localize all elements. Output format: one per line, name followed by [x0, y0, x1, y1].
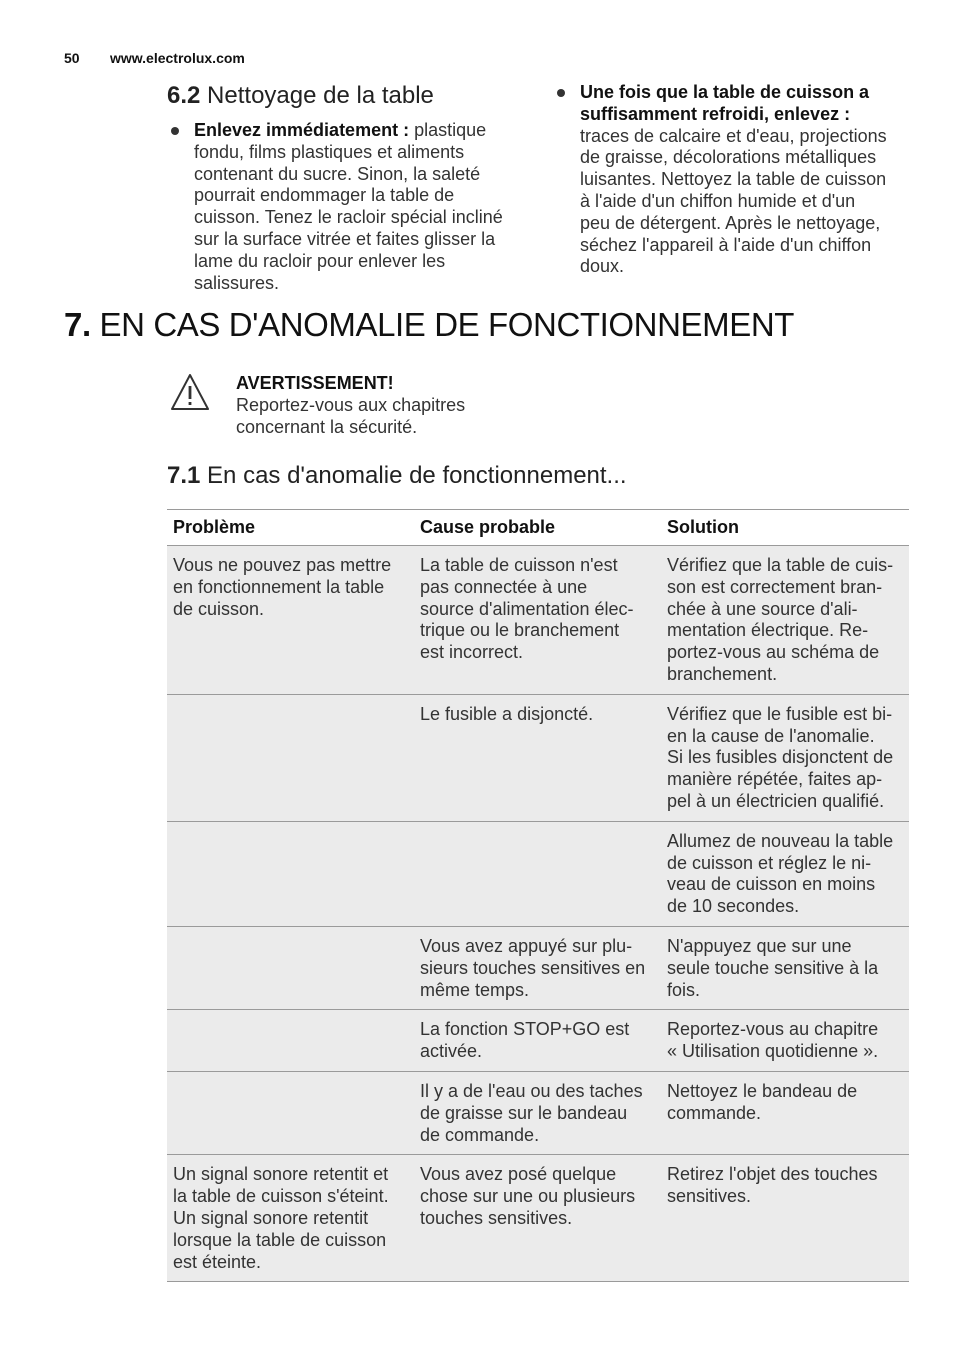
bullet-dot: [557, 89, 565, 97]
text-line: lame du racloir pour enlever les: [194, 250, 446, 271]
table-row: [167, 1010, 909, 1072]
text-line: pourrait endommager la table de: [194, 185, 455, 206]
cell-line: La table de cuisson n'est: [420, 555, 618, 575]
bullet-cleaning-cooled: [580, 82, 920, 278]
table-header-row: [167, 510, 909, 546]
warning-triangle-icon: [169, 372, 211, 412]
cause-cell: [414, 1071, 661, 1154]
cell-line: Un signal sonore retentit et: [173, 1164, 389, 1185]
warning-text-line: Reportez-vous aux chapitres: [236, 394, 466, 415]
column-header-cause: Cause probable: [414, 510, 661, 546]
text-line: cuisson. Tenez le racloir spécial incliné: [194, 207, 503, 228]
warning-block: [236, 373, 556, 438]
table-row: [167, 926, 909, 1009]
bullet-dot: [171, 127, 179, 135]
bullet-bold-text: suffisamment refroidi, enlevez :: [580, 103, 851, 124]
bullet-cleaning-immediate: [194, 120, 534, 294]
cell-line: est éteinte.: [173, 1251, 262, 1272]
cell-line: Allumez de nouveau la table: [667, 830, 894, 851]
cause-cell: [414, 694, 661, 821]
table-row: [167, 1071, 909, 1154]
solution-cell: [661, 821, 909, 926]
problem-cell: [167, 1071, 414, 1154]
text-line: peu de détergent. Après le nettoyage,: [580, 212, 881, 233]
section-6-2-heading: [167, 82, 434, 110]
bullet-bold-text: Une fois que la table de cuisson a: [580, 82, 870, 102]
bullet-bold-text: Enlevez immédiatement :: [194, 120, 410, 140]
table-row: [167, 821, 909, 926]
solution-cell: [661, 1155, 909, 1282]
cell-line: la table de cuisson s'éteint.: [173, 1186, 389, 1207]
cell-line: de cuisson.: [173, 598, 265, 619]
problem-cell: [167, 821, 414, 926]
solution-cell: [661, 546, 909, 695]
table-row: [167, 694, 909, 821]
cell-line: manière répétée, faites ap-: [667, 769, 883, 790]
section-7-1-heading: [167, 462, 627, 490]
cell-line: branchement.: [667, 663, 778, 684]
warning-text-line: concernant la sécurité.: [236, 416, 418, 437]
cell-line: Il y a de l'eau ou des taches: [420, 1080, 643, 1101]
problem-cell: [167, 1155, 414, 1282]
page-header: [64, 50, 245, 66]
problem-cell: [167, 926, 414, 1009]
cell-line: en la cause de l'anomalie.: [667, 725, 875, 746]
troubleshooting-table: [167, 509, 909, 1282]
chapter-7-heading: [64, 306, 794, 344]
problem-cell: [167, 546, 414, 695]
text-line: plastique: [414, 120, 487, 140]
cell-line: Vérifiez que la table de cuis-: [667, 555, 894, 575]
cell-line: chée à une source d'ali-: [667, 598, 858, 619]
solution-cell: [661, 926, 909, 1009]
solution-cell: [661, 694, 909, 821]
cell-line: de commande.: [420, 1124, 540, 1145]
text-line: traces de calcaire et d'eau, projections: [580, 125, 887, 146]
cell-line: de 10 secondes.: [667, 896, 800, 917]
cell-line: veau de cuisson en moins: [667, 874, 876, 895]
text-line: doux.: [580, 256, 625, 277]
cell-line: Vous avez appuyé sur plu-: [420, 935, 633, 956]
cell-line: portez-vous au schéma de: [667, 642, 880, 663]
solution-cell: [661, 1071, 909, 1154]
cell-line: de cuisson et réglez le ni-: [667, 852, 872, 873]
cell-line: Vous ne pouvez pas mettre: [173, 555, 392, 575]
section-title: Nettoyage de la table: [207, 82, 434, 109]
section-number: 6.2: [167, 82, 201, 109]
text-line: fondu, films plastiques et aliments: [194, 141, 465, 162]
text-line: luisantes. Nettoyez la table de cuisson: [580, 169, 887, 190]
cell-line: chose sur une ou plusieurs: [420, 1186, 636, 1207]
column-header-solution: Solution: [661, 510, 909, 546]
cell-line: touches sensitives.: [420, 1207, 573, 1228]
chapter-number: 7.: [64, 306, 91, 343]
cell-line: mentation électrique. Re-: [667, 620, 869, 641]
warning-title: AVERTISSEMENT!: [236, 373, 394, 393]
problem-cell: [167, 1010, 414, 1072]
text-line: sur la surface vitrée et faites glisser la: [194, 228, 496, 249]
cell-line: Nettoyez le bandeau de: [667, 1080, 858, 1101]
cell-line: Si les fusibles disjonctent de: [667, 747, 894, 768]
cell-line: Le fusible a disjoncté.: [420, 703, 594, 724]
cell-line: Un signal sonore retentit: [173, 1207, 369, 1228]
site-url: www.electrolux.com: [110, 50, 245, 66]
cell-line: Retirez l'objet des touches: [667, 1164, 878, 1185]
cell-line: commande.: [667, 1102, 762, 1123]
text-line: salissures.: [194, 272, 280, 293]
cell-line: activée.: [420, 1041, 483, 1062]
column-header-problem: Problème: [167, 510, 414, 546]
cell-line: La fonction STOP+GO est: [420, 1019, 630, 1040]
table-row: [167, 1155, 909, 1282]
cell-line: pas connectée à une: [420, 576, 588, 597]
cell-line: sieurs touches sensitives en: [420, 957, 646, 978]
cell-line: source d'alimentation élec-: [420, 598, 634, 619]
cell-line: trique ou le branchement: [420, 620, 620, 641]
cause-cell: [414, 1155, 661, 1282]
cell-line: pel à un électricien qualifié.: [667, 790, 885, 811]
problem-cell: [167, 694, 414, 821]
text-line: contenant du sucre. Sinon, la saleté: [194, 163, 481, 184]
cell-line: Vous avez posé quelque: [420, 1164, 617, 1185]
section-number: 7.1: [167, 462, 201, 489]
table-row: [167, 546, 909, 695]
section-title: En cas d'anomalie de fonctionnement...: [207, 462, 627, 489]
cell-line: même temps.: [420, 979, 530, 1000]
cell-line: de graisse sur le bandeau: [420, 1102, 628, 1123]
cell-line: en fonctionnement la table: [173, 576, 385, 597]
cell-line: sensitives.: [667, 1186, 752, 1207]
text-line: à l'aide d'un chiffon humide et d'un: [580, 190, 856, 211]
cell-line: Vérifiez que le fusible est bi-: [667, 703, 893, 724]
cause-cell: [414, 926, 661, 1009]
cell-line: seule touche sensitive à la: [667, 957, 879, 978]
cell-line: est incorrect.: [420, 642, 524, 663]
text-line: de graisse, décolorations métalliques: [580, 147, 877, 168]
cell-line: son est correctement bran-: [667, 576, 883, 597]
cell-line: fois.: [667, 979, 701, 1000]
cell-line: N'appuyez que sur une: [667, 935, 852, 956]
solution-cell: [661, 1010, 909, 1072]
cell-line: « Utilisation quotidienne ».: [667, 1041, 879, 1062]
page-number: 50: [64, 50, 80, 66]
text-line: séchez l'appareil à l'aide d'un chiffon: [580, 234, 872, 255]
cell-line: Reportez-vous au chapitre: [667, 1019, 879, 1040]
chapter-title: EN CAS D'ANOMALIE DE FONCTIONNEMENT: [99, 306, 795, 343]
cause-cell: [414, 1010, 661, 1072]
cell-line: lorsque la table de cuisson: [173, 1229, 387, 1250]
cause-cell: [414, 821, 661, 926]
cause-cell: [414, 546, 661, 695]
